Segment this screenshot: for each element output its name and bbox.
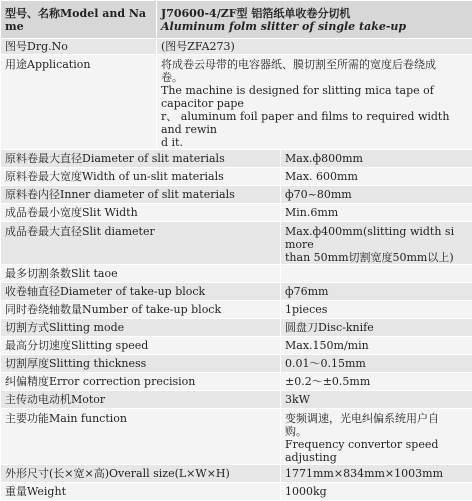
row-label: 纠偏精度Error correction precision: [1, 373, 281, 391]
header-model-english: Aluminum folm slitter of single take-up: [161, 20, 468, 33]
row-value: Max. 600mm: [281, 168, 472, 186]
header-row: [1, 1, 472, 39]
table-row: [1, 337, 472, 355]
header-value-cell: [157, 1, 472, 39]
row-label: 主要功能Main function: [1, 409, 281, 465]
row-label: 最多切割条数Slit taoe: [1, 265, 281, 283]
header-label-cell: [1, 1, 157, 39]
table-row: [1, 465, 472, 483]
row-label: 切割厚度Slitting thickness: [1, 355, 281, 373]
table-row: [1, 204, 472, 222]
table-row: [1, 409, 472, 465]
slit-diameter-line: Max.ф400mm(slitting width si more: [285, 225, 468, 251]
table-row: [1, 265, 472, 283]
table-row: [1, 39, 472, 55]
slit-diameter-line: than 50mm切割宽度50mm以上): [285, 251, 468, 264]
row-value: [281, 222, 472, 265]
row-label: 切割方式Slitting mode: [1, 319, 281, 337]
row-label: 收卷轴直径Diameter of take-up block: [1, 283, 281, 301]
application-line: d it.: [161, 136, 468, 149]
table-row: [1, 483, 472, 501]
row-label: 原料卷最大宽度Width of un-slit materials: [1, 168, 281, 186]
table-row: [1, 168, 472, 186]
application-line: 卷。: [161, 71, 468, 84]
table-row: [1, 301, 472, 319]
row-value: 1000kg: [281, 483, 472, 501]
table-row: [1, 319, 472, 337]
row-value: Max.150m/min: [281, 337, 472, 355]
row-value: ф76mm: [281, 283, 472, 301]
row-label: 重量Weight: [1, 483, 281, 501]
row-value: [157, 55, 472, 150]
row-value: [281, 409, 472, 465]
table-row: [1, 391, 472, 409]
row-value: Min.6mm: [281, 204, 472, 222]
application-line: 将成卷云母带的电容器纸、膜切割至所需的宽度后卷绕成: [161, 58, 468, 71]
row-value: 0.01～0.15mm: [281, 355, 472, 373]
row-label: 成品卷最大直径Slit diameter: [1, 222, 281, 265]
main-function-line: 购。: [285, 425, 468, 438]
row-value: Max.ф800mm: [281, 150, 472, 168]
row-label: 成品卷最小宽度Slit Width: [1, 204, 281, 222]
table-row: [1, 355, 472, 373]
table-row: [1, 373, 472, 391]
application-line: r、 aluminum foil paper and films to required width and rewin: [161, 110, 468, 136]
table-row: [1, 55, 472, 150]
row-value: 圆盘刀Disc-knife: [281, 319, 472, 337]
row-value: ±0.2～±0.5mm: [281, 373, 472, 391]
row-value: 3kW: [281, 391, 472, 409]
row-value: 1771mm×834mm×1003mm: [281, 465, 472, 483]
row-value: [281, 265, 472, 283]
row-label: 原料卷内径Inner diameter of slit materials: [1, 186, 281, 204]
main-function-line: Frequency convertor speed adjusting: [285, 438, 468, 464]
row-label: 外形尺寸(长×宽×高)Overall size(L×W×H): [1, 465, 281, 483]
table-row: [1, 222, 472, 265]
row-label: 同时卷绕轴数量Number of take-up block: [1, 301, 281, 319]
table-row: [1, 283, 472, 301]
table-row: [1, 150, 472, 168]
header-label-line1: 型号、名称Model and Na: [5, 7, 152, 20]
row-label: 图号Drg.No: [1, 39, 157, 55]
row-value: (图号ZFA273): [157, 39, 472, 55]
table-row: [1, 186, 472, 204]
header-model-name: J70600-4/ZF型 铝箔纸单收卷分切机: [161, 7, 468, 20]
row-value: 1pieces: [281, 301, 472, 319]
row-label: 原料卷最大直径Diameter of slit materials: [1, 150, 281, 168]
row-label: 最高分切速度Slitting speed: [1, 337, 281, 355]
row-value: ф70~80mm: [281, 186, 472, 204]
application-line: The machine is designed for slitting mica tape of capacitor pape: [161, 84, 468, 110]
row-label: 用途Application: [1, 55, 157, 150]
main-function-line: 变频调速，光电纠偏系统用户自: [285, 412, 468, 425]
row-label: 主传动电动机Motor: [1, 391, 281, 409]
header-label-line2: me: [5, 20, 152, 33]
